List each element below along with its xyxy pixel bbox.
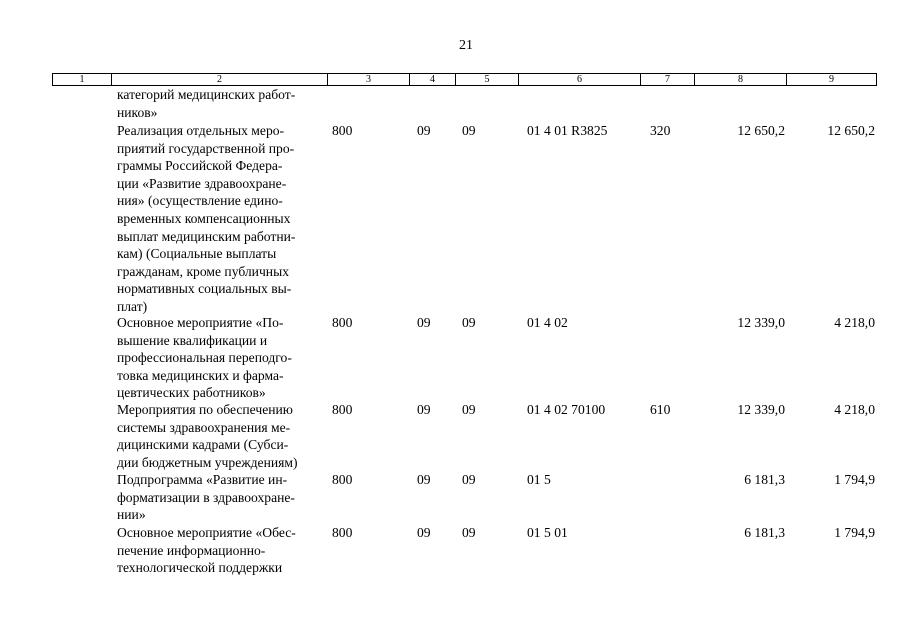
row-amount-1: 6 181,3	[744, 472, 785, 487]
table-row	[0, 401, 905, 471]
row-amount-2: 1 794,9	[834, 525, 875, 540]
row-target-article: 01 5 01	[527, 525, 568, 540]
header-col-2: 2	[112, 74, 328, 86]
row-ministry-code: 800	[332, 525, 353, 540]
row-target-article: 01 4 02	[527, 315, 568, 330]
row-expense-type: 320	[650, 123, 671, 138]
row-name: Реализация отдельных меро- приятий государственной про- граммы Российской Федера- ции «Развитие здравоохране- ния» (осуществление едино- временных компенсационных выплат медицинским работни- кам) (Социальные выплаты гражданам, кроме публичных нормативных социальных вы- плат)	[117, 123, 296, 314]
page-number: 21	[459, 38, 473, 53]
header-col-8: 8	[695, 74, 787, 86]
row-section-code: 09	[417, 315, 431, 330]
header-col-3: 3	[328, 74, 410, 86]
header-col-5: 5	[456, 74, 519, 86]
row-amount-2: 12 650,2	[827, 123, 875, 138]
row-target-article: 01 4 01 R3825	[527, 123, 608, 138]
table-row	[0, 86, 905, 122]
row-expense-type: 610	[650, 402, 671, 417]
table-row	[0, 524, 905, 584]
row-section-code: 09	[417, 525, 431, 540]
row-amount-1: 12 339,0	[737, 315, 785, 330]
header-col-7: 7	[641, 74, 695, 86]
row-subsection-code: 09	[462, 525, 476, 540]
row-subsection-code: 09	[462, 123, 476, 138]
table-row	[0, 471, 905, 524]
row-section-code: 09	[417, 123, 431, 138]
row-target-article: 01 4 02 70100	[527, 402, 606, 417]
row-ministry-code: 800	[332, 315, 353, 330]
row-name: Основное мероприятие «Обес- печение информационно- технологической поддержки	[117, 525, 296, 576]
header-col-4: 4	[410, 74, 456, 86]
row-ministry-code: 800	[332, 123, 353, 138]
row-amount-1: 12 339,0	[737, 402, 785, 417]
row-subsection-code: 09	[462, 472, 476, 487]
row-subsection-code: 09	[462, 402, 476, 417]
row-amount-1: 12 650,2	[737, 123, 785, 138]
row-amount-2: 4 218,0	[834, 402, 875, 417]
row-amount-2: 4 218,0	[834, 315, 875, 330]
row-name: Подпрограмма «Развитие ин- форматизации в здравоохране- нии»	[117, 472, 295, 523]
row-section-code: 09	[417, 472, 431, 487]
header-col-1: 1	[53, 74, 112, 86]
row-ministry-code: 800	[332, 402, 353, 417]
header-col-9: 9	[787, 74, 877, 86]
row-name: категорий медицинских работ- ников»	[117, 87, 296, 120]
row-target-article: 01 5	[527, 472, 551, 487]
column-number-header	[52, 73, 877, 86]
row-subsection-code: 09	[462, 315, 476, 330]
row-name: Основное мероприятие «По- вышение квалификации и профессиональная переподго- товка медицинских и фарма- цевтических работников»	[117, 315, 292, 401]
table-row	[0, 314, 905, 401]
row-ministry-code: 800	[332, 472, 353, 487]
table-row	[0, 122, 905, 314]
header-col-6: 6	[519, 74, 641, 86]
row-name: Мероприятия по обеспечению системы здравоохранения ме- дицинскими кадрами (Субси- дии бюджетным учреждениям)	[117, 402, 298, 470]
table-body	[0, 86, 905, 584]
row-amount-2: 1 794,9	[834, 472, 875, 487]
row-amount-1: 6 181,3	[744, 525, 785, 540]
row-section-code: 09	[417, 402, 431, 417]
